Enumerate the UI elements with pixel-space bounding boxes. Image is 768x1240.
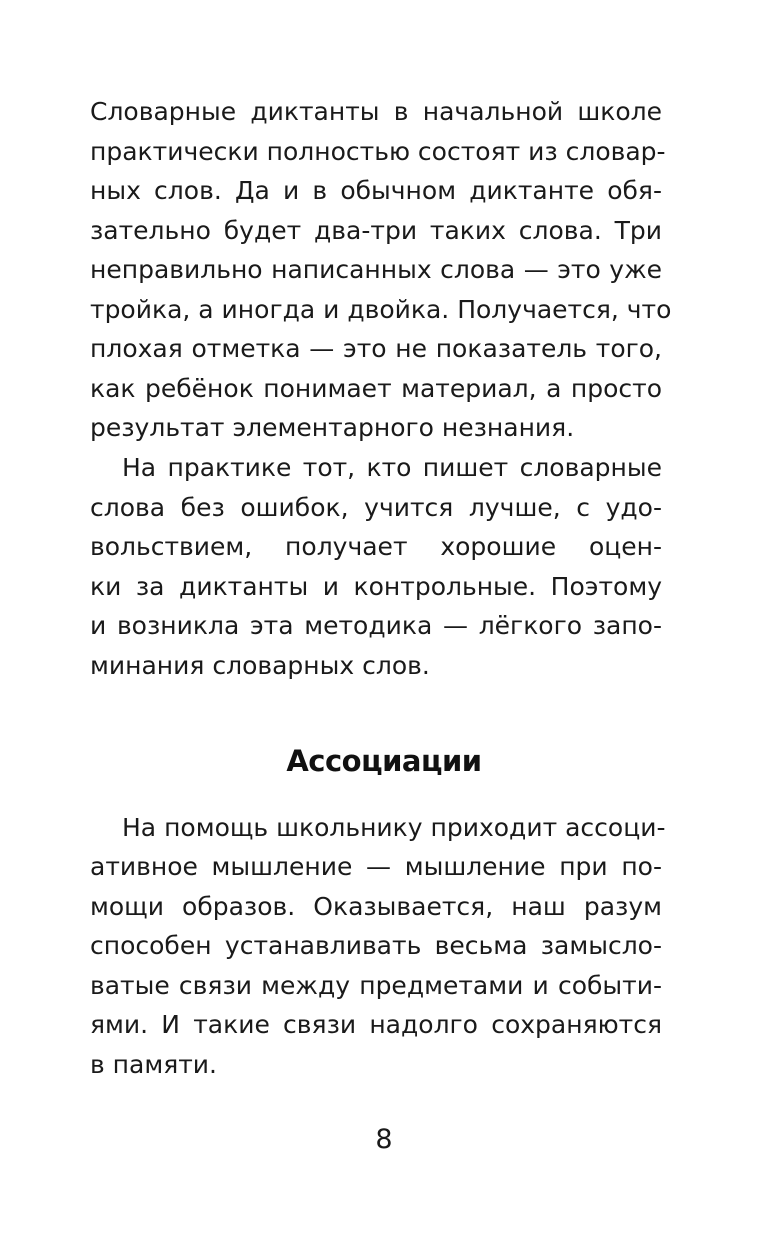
text-line: плохая отметка — это не показатель того, bbox=[90, 334, 662, 363]
text-line: результат элементарного незнания. bbox=[90, 413, 575, 442]
text-line: способен устанавливать весьма замысло- bbox=[90, 931, 662, 960]
text-line: в памяти. bbox=[90, 1050, 218, 1079]
section-heading: Ассоциации bbox=[286, 744, 482, 778]
text-line: ативное мышление — мышление при по- bbox=[90, 852, 662, 881]
text-line: неправильно написанных слова — это уже bbox=[90, 255, 662, 284]
text-line: тройка, а иногда и двойка. Получается, что bbox=[90, 295, 672, 324]
page-number: 8 bbox=[375, 1124, 393, 1155]
text-line: мощи образов. Оказывается, наш разум bbox=[90, 892, 662, 921]
text-line: и возникла эта методика — лёгкого запо- bbox=[90, 611, 662, 640]
text-line: ями. И такие связи надолго сохраняются bbox=[90, 1010, 662, 1039]
text-line: вольствием, получает хорошие оцен- bbox=[90, 532, 662, 561]
text-line: практически полностью состоят из словар- bbox=[90, 137, 666, 166]
text-line: зательно будет два-три таких слова. Три bbox=[90, 216, 662, 245]
text-line: как ребёнок понимает материал, а просто bbox=[90, 374, 662, 403]
text-line: На помощь школьнику приходит ассоци- bbox=[122, 813, 666, 842]
text-line: ватые связи между предметами и событи- bbox=[90, 971, 662, 1000]
text-line: Словарные диктанты в начальной школе bbox=[90, 97, 662, 126]
text-line: минания словарных слов. bbox=[90, 651, 430, 680]
text-line: слова без ошибок, учится лучше, с удо- bbox=[90, 493, 662, 522]
text-line: ки за диктанты и контрольные. Поэтому bbox=[90, 572, 662, 601]
text-line: На практике тот, кто пишет словарные bbox=[122, 453, 662, 482]
text-line: ных слов. Да и в обычном диктанте обя- bbox=[90, 176, 662, 205]
